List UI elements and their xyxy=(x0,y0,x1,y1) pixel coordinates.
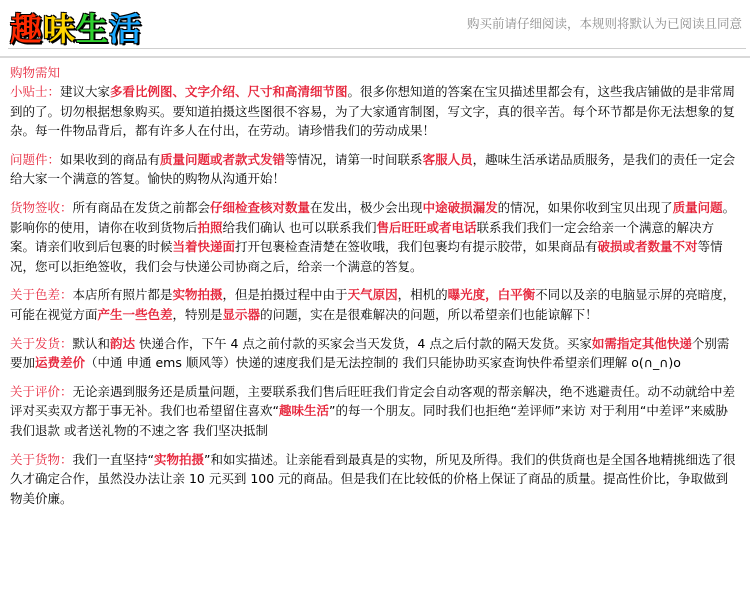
paragraph-gap xyxy=(10,325,738,334)
paragraph-gap xyxy=(10,189,738,198)
header-divider xyxy=(8,48,746,49)
body-text: ”的每一个朋友。同时我们也拒绝“差评师”来访 对于利用“中差评”来威胁我们退款 或者送礼物的不速之客 我们坚决抵制 xyxy=(10,403,728,438)
paragraph-receipt xyxy=(10,198,738,276)
body-text: 不同以及亲的电脑显示屏的亮暗度，可能在视觉方面 xyxy=(10,287,736,322)
paragraph-label: 问题件： xyxy=(10,151,61,167)
highlight-text: 实物拍摄 xyxy=(154,451,205,467)
body-text: 快递合作，下午 4 点之前付款的买家会当天发货，4 点之后付款的隔天发货。买家 xyxy=(135,335,592,351)
body-text: 我们一直坚持“ xyxy=(72,451,154,467)
highlight-text: 破损或者数量不对 xyxy=(597,239,698,255)
body-text: 。很多你想知道的答案在宝贝描述里都会有，这些我店铺做的是非常周到的了。切勿根据想象购买。要知道拍摄这些图很不容易，为了大家通宵制图，写文字，真的很辛苦。每个环节都是你无法想象的复杂。每一件物品背后，都有许多人在付出，在劳动。请珍惜我们的劳动成果！ xyxy=(10,84,736,139)
logo-char: 生 xyxy=(76,10,110,48)
body-text: 。影响你的使用，请你在收到货物后 xyxy=(10,199,736,235)
section-title: 购物需知 xyxy=(10,65,61,80)
body-text: 如果收到的商品有 xyxy=(60,151,161,167)
body-text: 无论亲遇到服务还是质量问题，主要联系我们售后旺旺我们肯定会自动客观的帮亲解决，绝不逃避责任。动不动就给中差评对买卖双方都于事无补。我们也希望留住喜欢“ xyxy=(10,383,736,419)
body-text: 默认和 xyxy=(72,335,111,351)
body-text: 打开包裹检查清楚在签收哦，我们包裹均有提示胶带，如果商品有 xyxy=(235,239,598,255)
body-text: ，但是拍摄过程中由于 xyxy=(222,287,348,303)
body-text: 的情况，如果你收到宝贝出现了 xyxy=(497,199,673,215)
highlight-text: 如需指定其他快递 xyxy=(591,335,692,351)
body-text: 给我们确认 也可以联系我们 xyxy=(222,219,377,235)
page-header xyxy=(0,0,750,58)
highlight-text: 当着快递面 xyxy=(172,239,236,255)
paragraph-goods xyxy=(10,450,738,509)
highlight-text: 客服人员 xyxy=(422,151,473,167)
logo xyxy=(10,8,142,50)
paragraph-gap xyxy=(10,373,738,382)
paragraph-gap xyxy=(10,276,738,285)
body-text: （中通 申通 ems 顺风等）快递的速度我们是无法控制的 我们只能协助买家查询快件希望亲们理解 o(∩_∩)o xyxy=(85,355,681,371)
highlight-text: 质量问题 xyxy=(672,199,723,215)
body-text: 的问题，实在是很难解决的问题，所以希望亲们也能谅解下！ xyxy=(260,306,598,322)
highlight-text: 运费差价 xyxy=(35,355,86,371)
highlight-text: 售后旺旺或者电话 xyxy=(376,219,477,235)
paragraph-color xyxy=(10,285,738,324)
body-text: 等情况，您可以拒绝签收，我们会与快递公司协商之后，给亲一个满意的答复。 xyxy=(10,239,723,274)
logo-char: 味 xyxy=(43,10,77,48)
logo-char: 趣 xyxy=(10,10,44,48)
highlight-text: 显示器 xyxy=(222,306,261,322)
highlight-text: 曝光度，白平衡 xyxy=(447,287,536,303)
body-text: 在发出，极少会出现 xyxy=(310,199,423,215)
sections xyxy=(10,82,738,508)
body-text: 等情况，请第一时间联系 xyxy=(285,151,423,167)
paragraph-gap xyxy=(10,441,738,450)
body-text: ，特别是 xyxy=(172,306,223,322)
paragraph-label: 关于评价： xyxy=(10,383,73,399)
paragraph-tips xyxy=(10,82,738,141)
body-text: 联系我们我们一定会给亲一个满意的解决方案。请亲们收到后包裹的时候 xyxy=(10,219,715,255)
highlight-text: 仔细检查核对数量 xyxy=(210,199,311,215)
paragraph-label: 关于色差： xyxy=(10,287,73,303)
paragraph-label: 关于货物： xyxy=(10,451,73,467)
highlight-text: 质量问题或者款式发错 xyxy=(160,151,286,167)
highlight-text: 韵达 xyxy=(110,335,136,351)
body-text: ，相机的 xyxy=(397,287,448,303)
logo-char: 活 xyxy=(109,10,143,48)
paragraph-shipping xyxy=(10,334,738,373)
body-text: 建议大家 xyxy=(60,84,111,99)
paragraph-label: 小贴士： xyxy=(10,84,61,99)
paragraph-gap xyxy=(10,141,738,150)
header-band xyxy=(0,56,750,58)
highlight-text: 趣味生活 xyxy=(278,403,329,419)
agreement-notice: 购买前请仔细阅读，本规则将默认为已阅读且同意 xyxy=(466,16,742,31)
highlight-text: 多看比例图、文字介绍、尺寸和高清细节图 xyxy=(110,84,348,99)
body-text: 个别需要加 xyxy=(10,335,730,371)
highlight-text: 天气原因 xyxy=(347,287,398,303)
body-text: ”和如实描述。让亲能看到最真是的实物，所见及所得。我们的供货商也是全国各地精挑细选了很久才确定合作，虽然没办法让亲 10 元买到 100 元的商品。但是我们在比较低的价格上保证了商品的质量。提高性价比，争取做到物美价廉。 xyxy=(10,451,736,506)
highlight-text: 产生一些色差 xyxy=(97,306,173,322)
paragraph-issues xyxy=(10,150,738,189)
paragraph-review xyxy=(10,382,738,441)
body-text: 本店所有照片都是 xyxy=(72,287,173,303)
body-text: ，趣味生活承诺品质服务，是我们的责任一定会给大家一个满意的答复。愉快的购物从沟通开始！ xyxy=(10,151,736,187)
shopping-notice xyxy=(10,64,738,508)
paragraph-label: 关于发货： xyxy=(10,335,73,351)
highlight-text: 中途破损漏发 xyxy=(422,199,498,215)
paragraph-label: 货物签收： xyxy=(10,199,73,215)
highlight-text: 拍照 xyxy=(197,219,223,235)
highlight-text: 实物拍摄 xyxy=(172,287,223,303)
body-text: 所有商品在发货之前都会 xyxy=(72,199,211,215)
